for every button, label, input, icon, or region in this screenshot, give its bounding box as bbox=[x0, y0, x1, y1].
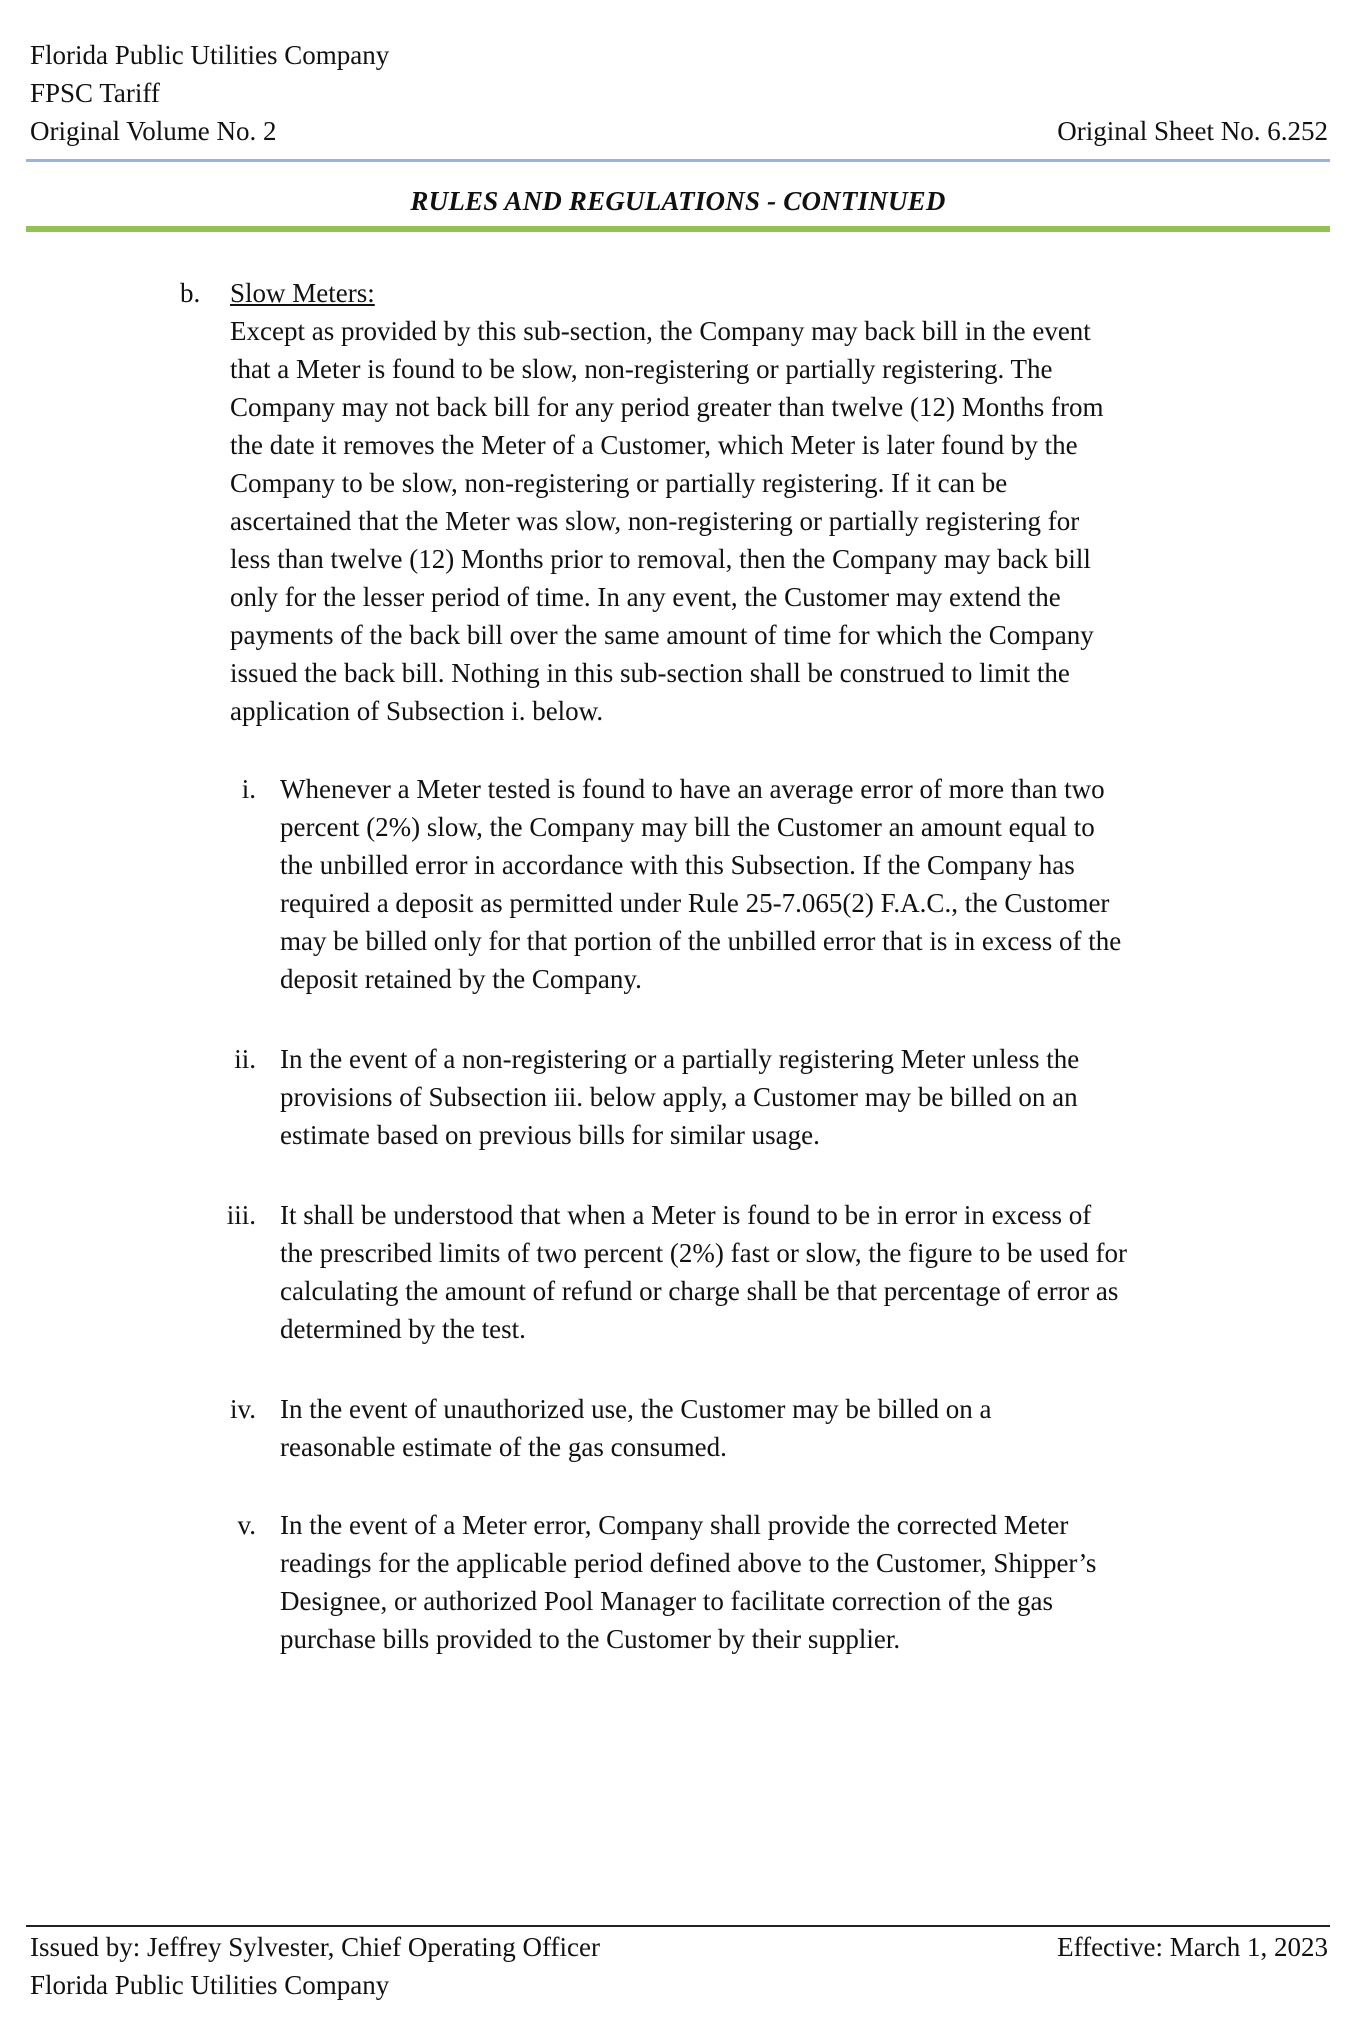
paragraph-line: only for the lesser period of time. In any event, the Customer may extend the bbox=[230, 582, 1061, 612]
subsection-number: ii. bbox=[234, 1044, 256, 1074]
paragraph-line: that a Meter is found to be slow, non-registering or partially registering. The bbox=[230, 354, 1053, 384]
subsection-text bbox=[280, 1506, 1330, 1658]
item-b-label: b. bbox=[180, 278, 201, 308]
header-tariff: FPSC Tariff bbox=[30, 78, 160, 108]
item-b-paragraph bbox=[230, 312, 1320, 730]
subsection-line: In the event of unauthorized use, the Customer may be billed on a bbox=[280, 1394, 992, 1424]
subsection-text bbox=[280, 770, 1330, 998]
subsection-number: i. bbox=[241, 774, 256, 804]
subsection-line: reasonable estimate of the gas consumed. bbox=[280, 1432, 727, 1462]
subsection-line: required a deposit as permitted under Rule 25-7.065(2) F.A.C., the Customer bbox=[280, 888, 1110, 918]
footer-divider bbox=[26, 1925, 1330, 1927]
item-b-title: Slow Meters: bbox=[230, 278, 375, 308]
paragraph-line: ascertained that the Meter was slow, non-registering or partially registering for bbox=[230, 506, 1080, 536]
subsection-line: readings for the applicable period defined above to the Customer, Shipper’s bbox=[280, 1548, 1097, 1578]
subsection-text bbox=[280, 1040, 1330, 1154]
paragraph-line: the date it removes the Meter of a Customer, which Meter is later found by the bbox=[230, 430, 1078, 460]
subsection-line: purchase bills provided to the Customer by their supplier. bbox=[280, 1624, 901, 1654]
header-divider bbox=[26, 159, 1330, 162]
header-volume: Original Volume No. 2 bbox=[30, 116, 277, 146]
subsection-line: calculating the amount of refund or charge shall be that percentage of error as bbox=[280, 1276, 1119, 1306]
subsection-line: estimate based on previous bills for similar usage. bbox=[280, 1120, 820, 1150]
subsection-line: the unbilled error in accordance with this Subsection. If the Company has bbox=[280, 850, 1075, 880]
subsection-line: Whenever a Meter tested is found to have an average error of more than two bbox=[280, 774, 1105, 804]
paragraph-line: issued the back bill. Nothing in this sub-section shall be construed to limit the bbox=[230, 658, 1070, 688]
paragraph-line: Company to be slow, non-registering or partially registering. If it can be bbox=[230, 468, 1008, 498]
paragraph-line: application of Subsection i. below. bbox=[230, 696, 604, 726]
paragraph-line: Except as provided by this sub-section, the Company may back bill in the event bbox=[230, 316, 1091, 346]
page-header bbox=[30, 36, 1328, 150]
subsection-number: iii. bbox=[226, 1200, 256, 1230]
footer-effective-date: Effective: March 1, 2023 bbox=[1057, 1932, 1328, 1962]
footer-issued-by: Issued by: Jeffrey Sylvester, Chief Operating Officer bbox=[30, 1932, 601, 1962]
subsection-text bbox=[280, 1196, 1330, 1348]
subsection-line: percent (2%) slow, the Company may bill the Customer an amount equal to bbox=[280, 812, 1095, 842]
footer-company: Florida Public Utilities Company bbox=[30, 1970, 390, 2000]
paragraph-line: payments of the back bill over the same amount of time for which the Company bbox=[230, 620, 1094, 650]
subsection-line: determined by the test. bbox=[280, 1314, 526, 1344]
subsection-number: iv. bbox=[230, 1394, 256, 1424]
subsection-line: It shall be understood that when a Meter is found to be in error in excess of bbox=[280, 1200, 1092, 1230]
section-title: RULES AND REGULATIONS - CONTINUED bbox=[410, 186, 946, 216]
subsection-line: In the event of a Meter error, Company shall provide the corrected Meter bbox=[280, 1510, 1069, 1540]
page-footer bbox=[30, 1928, 1328, 2004]
subsection-number: v. bbox=[237, 1510, 256, 1540]
header-sheet-number: Original Sheet No. 6.252 bbox=[1057, 116, 1328, 146]
paragraph-line: less than twelve (12) Months prior to removal, then the Company may back bill bbox=[230, 544, 1091, 574]
section-divider bbox=[26, 226, 1330, 232]
paragraph-line: Company may not back bill for any period greater than twelve (12) Months from bbox=[230, 392, 1104, 422]
subsection-line: In the event of a non-registering or a partially registering Meter unless the bbox=[280, 1044, 1080, 1074]
subsection-line: may be billed only for that portion of the unbilled error that is in excess of the bbox=[280, 926, 1122, 956]
subsection-line: provisions of Subsection iii. below apply, a Customer may be billed on an bbox=[280, 1082, 1078, 1112]
header-company: Florida Public Utilities Company bbox=[30, 40, 390, 70]
subsection-line: the prescribed limits of two percent (2%) fast or slow, the figure to be used for bbox=[280, 1238, 1127, 1268]
subsection-text bbox=[280, 1390, 1330, 1466]
subsection-line: Designee, or authorized Pool Manager to facilitate correction of the gas bbox=[280, 1586, 1053, 1616]
subsection-line: deposit retained by the Company. bbox=[280, 964, 642, 994]
